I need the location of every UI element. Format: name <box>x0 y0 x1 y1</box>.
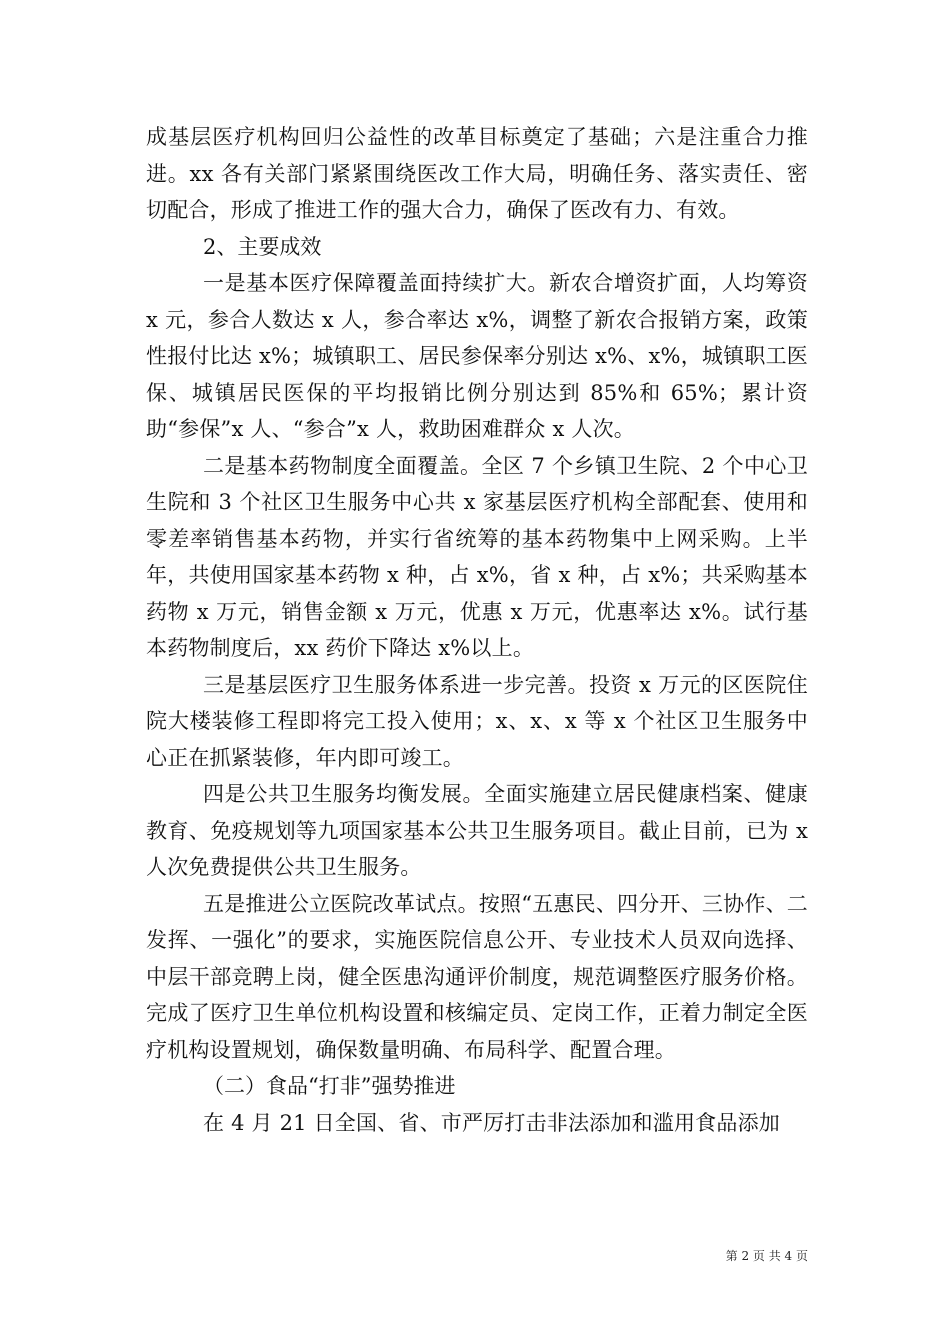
paragraph-continuation: 成基层医疗机构回归公益性的改革目标奠定了基础；六是注重合力推进。xx 各有关部门紧紧围绕医改工作大局，明确任务、落实责任、密切配合，形成了推进工作的强大合力，确保了医改有力、有效。 <box>146 125 808 222</box>
paragraph-food-crackdown: 在 4 月 21 日全国、省、市严厉打击非法添加和滥用食品添加 <box>203 1110 780 1135</box>
section-heading-main-results: 2、主要成效 <box>203 234 322 259</box>
section-heading-food-safety: （二）食品“打非”强势推进 <box>203 1074 456 1098</box>
page-number: 第 2 页 共 4 页 <box>725 1249 808 1263</box>
paragraph-primary-care-system: 三是基层医疗卫生服务体系进一步完善。投资 x 万元的区医院住院大楼装修工程即将完工投入使用；x、x、x 等 x 个社区卫生服务中心正在抓紧装修，年内即可竣工。 <box>146 672 808 770</box>
paragraph-public-health: 四是公共卫生服务均衡发展。全面实施建立居民健康档案、健康教育、免疫规划等九项国家基本公共卫生服务项目。截止目前，已为 x 人次免费提供公共卫生服务。 <box>146 782 808 879</box>
paragraph-medical-insurance: 一是基本医疗保障覆盖面持续扩大。新农合增资扩面，人均筹资 x 元，参合人数达 x 人，参合率达 x%，调整了新农合报销方案，政策性报付比达 x%；城镇职工、居民参保率分别达 x%、x%，城镇职工医保、城镇居民医保的平均报销比例分别达到 85%和 65%；累计资助“参保”x 人、“参合”x 人，救助困难群众 x 人次。 <box>146 271 808 441</box>
paragraph-essential-drugs: 二是基本药物制度全面覆盖。全区 7 个乡镇卫生院、2 个中心卫生院和 3 个社区卫生服务中心共 x 家基层医疗机构全部配套、使用和零差率销售基本药物，并实行省统筹的基本药物集中上网采购。上半年，共使用国家基本药物 x 种，占 x%，省 x 种，占 x%；共采购基本药物 x 万元，销售金额 x 万元，优惠 x 万元，优惠率达 x%。试行基本药物制度后，xx 药价下降达 x%以上。 <box>146 453 808 660</box>
document-body <box>146 119 808 1141</box>
paragraph-hospital-reform: 五是推进公立医院改革试点。按照“五惠民、四分开、三协作、二发挥、一强化”的要求，实施医院信息公开、专业技术人员双向选择、中层干部竞聘上岗，健全医患沟通评价制度，规范调整医疗服务价格。完成了医疗卫生单位机构设置和核编定员、定岗工作，正着力制定全医疗机构设置规划，确保数量明确、布局科学、配置合理。 <box>146 891 808 1062</box>
